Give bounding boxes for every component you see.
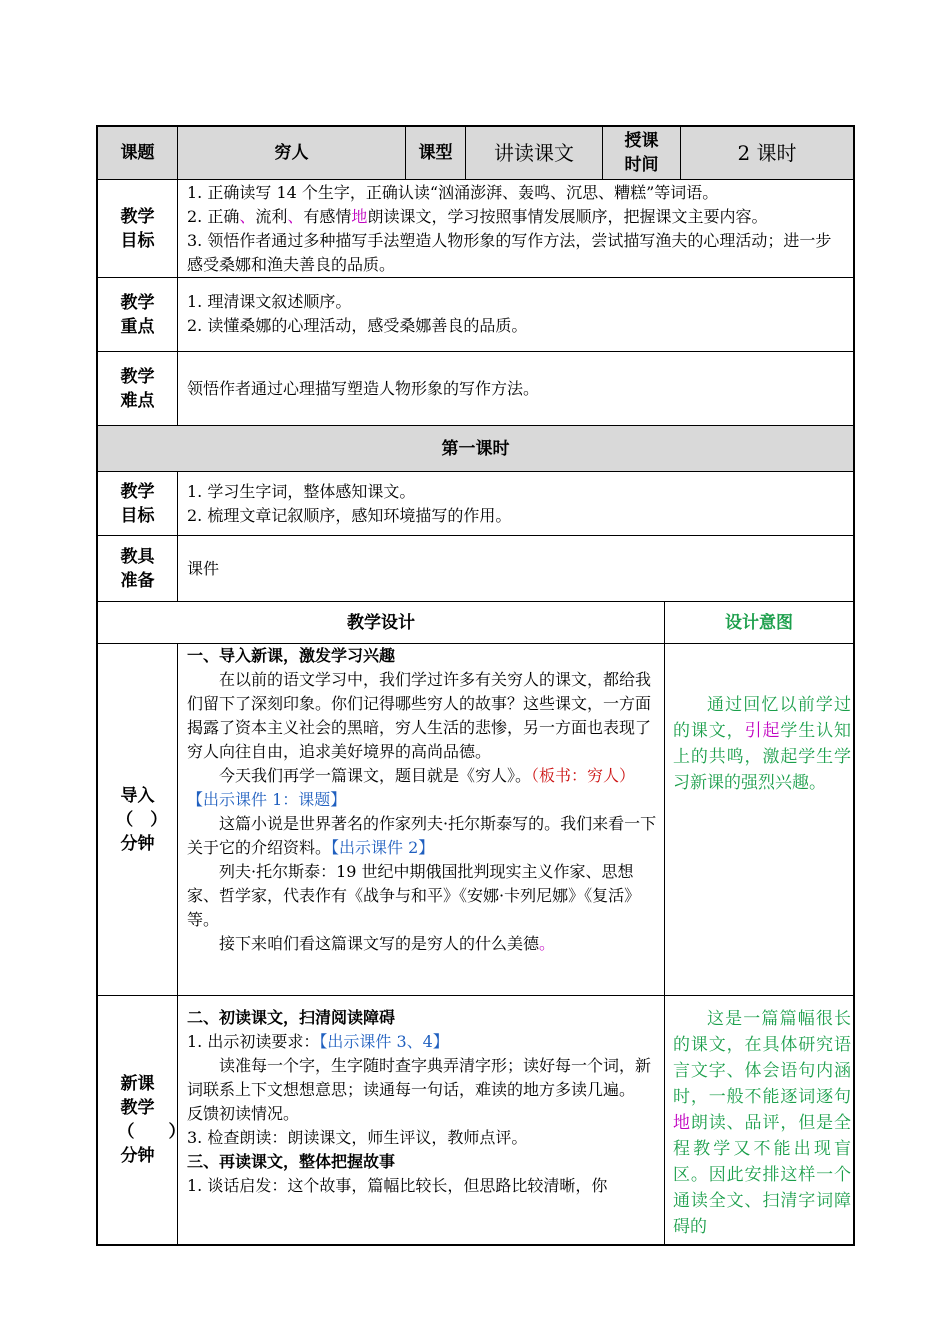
intro-row bbox=[98, 643, 853, 995]
intent-header: 设计意图 bbox=[664, 602, 853, 643]
hours-label: 授课时间 bbox=[602, 127, 680, 179]
focus-line-1: 1. 理清课文叙述顺序。 bbox=[187, 292, 352, 311]
lesson-plan-table bbox=[96, 125, 855, 1246]
newlesson-talk: 1. 谈话启发：这个故事，篇幅比较长，但思路比较清晰，你 bbox=[187, 1176, 608, 1195]
newlesson-requirements: 读准每一个字，生字随时查字典弄清字形；读好每一个词，新词联系上下文想想意思；读通每一句话，难读的地方多读几遍。 bbox=[187, 1056, 652, 1099]
newlesson-heading-3: 三、再读课文，整体把握故事 bbox=[187, 1152, 396, 1171]
newlesson-content bbox=[177, 996, 664, 1244]
newlesson-item-3: 3. 检查朗读：朗读课文，师生评议，教师点评。 bbox=[187, 1128, 528, 1147]
focus-content bbox=[177, 278, 853, 351]
focus-line-2: 2. 读懂桑娜的心理活动，感受桑娜善良的品质。 bbox=[187, 316, 528, 335]
newlesson-intent: 这是一篇篇幅很长的课文，在具体研究语言文字、体会语句内涵时，一般不能逐词逐句地朗读、品评，但是全程教学又不能出现盲区。因此安排这样一个通读全文、扫清字词障碍的 bbox=[664, 996, 853, 1244]
newlesson-feedback: 反馈初读情况。 bbox=[187, 1104, 300, 1123]
intro-paragraph-4: 列夫·托尔斯泰：19 世纪中期俄国批判现实主义作家、思想家、哲学家，代表作有《战争与和平》《安娜·卡列尼娜》《复活》等。 bbox=[187, 862, 641, 929]
materials-text: 课件 bbox=[187, 558, 220, 578]
type-value: 讲读课文 bbox=[465, 127, 602, 179]
type-label: 课型 bbox=[405, 127, 465, 179]
newlesson-row bbox=[98, 995, 853, 1244]
newlesson-label: 新课教学（ ）分钟 bbox=[117, 1074, 186, 1166]
hours-value: 2 课时 bbox=[680, 127, 853, 179]
intro-paragraph-5: 接下来咱们看这篇课文写的是穷人的什么美德。 bbox=[219, 934, 556, 953]
newlesson-item-1: 1. 出示初读要求：【出示课件 3、4】 bbox=[187, 1032, 449, 1051]
section-row bbox=[98, 425, 853, 471]
difficulty-content bbox=[177, 352, 853, 425]
materials-label: 教具准备 bbox=[120, 546, 155, 591]
materials-row bbox=[98, 535, 853, 601]
difficulty-text: 领悟作者通过心理描写塑造人物形象的写作方法。 bbox=[187, 378, 540, 398]
goal-line-2: 2. 正确、流利、有感情地朗读课文，学习按照事情发展顺序，把握课文主要内容。 bbox=[187, 207, 768, 226]
newlesson-heading-2: 二、初读课文，扫清阅读障碍 bbox=[187, 1008, 396, 1027]
topic-value: 穷人 bbox=[177, 127, 405, 179]
intro-intent: 通过回忆以前学过的课文，引起学生认知上的共鸣，激起学生学习新课的强烈兴趣。 bbox=[664, 644, 853, 995]
difficulty-row bbox=[98, 351, 853, 425]
intro-paragraph-2: 今天我们再学一篇课文，题目就是《穷人》。（板书：穷人）【出示课件 1：课题】 bbox=[187, 766, 636, 809]
lesson-goal-line-1: 1. 学习生字词，整体感知课文。 bbox=[187, 481, 416, 501]
focus-row bbox=[98, 277, 853, 351]
intro-paragraph-1: 在以前的语文学习中，我们学过许多有关穷人的课文，都给我们留下了深刻印象。你们记得哪些穷人的故事？这些课文，一方面揭露了资本主义社会的黑暗，穷人生活的悲惨，另一方面也表现了穷人向往自由，追求美好境界的高尚品德。 bbox=[187, 670, 652, 761]
intro-content bbox=[177, 644, 664, 995]
intro-paragraph-3: 这篇小说是世界著名的作家列夫·托尔斯泰写的。我们来看一下关于它的介绍资料。【出示课件 2】 bbox=[187, 814, 657, 857]
goals-label: 教学目标 bbox=[120, 206, 155, 251]
design-header-row bbox=[98, 601, 853, 643]
intro-heading: 一、导入新课，激发学习兴趣 bbox=[187, 646, 396, 665]
goals-row bbox=[98, 179, 853, 277]
section-title: 第一课时 bbox=[441, 438, 510, 459]
difficulty-label: 教学难点 bbox=[120, 366, 155, 411]
intro-label: 导入（ ）分钟 bbox=[116, 785, 159, 854]
goal-line-1: 1. 正确读写 14 个生字，正确认读“汹涌澎湃、轰鸣、沉思、糟糕”等词语。 bbox=[187, 183, 719, 202]
lesson-goals-row bbox=[98, 471, 853, 535]
lesson-goal-line-2: 2. 梳理文章记叙顺序，感知环境描写的作用。 bbox=[187, 505, 512, 525]
goal-line-3: 3. 领悟作者通过多种描写手法塑造人物形象的写作方法，尝试描写渔夫的心理活动；进一步感受桑娜和渔夫善良的品质。 bbox=[187, 231, 832, 274]
goals-content bbox=[177, 180, 853, 277]
lesson-goals-label: 教学目标 bbox=[120, 481, 155, 526]
topic-label: 课题 bbox=[98, 127, 177, 179]
design-header: 教学设计 bbox=[347, 612, 415, 633]
focus-label: 教学重点 bbox=[120, 292, 155, 337]
materials-content bbox=[177, 536, 853, 601]
header-row bbox=[98, 127, 853, 179]
lesson-goals-content bbox=[177, 472, 853, 535]
